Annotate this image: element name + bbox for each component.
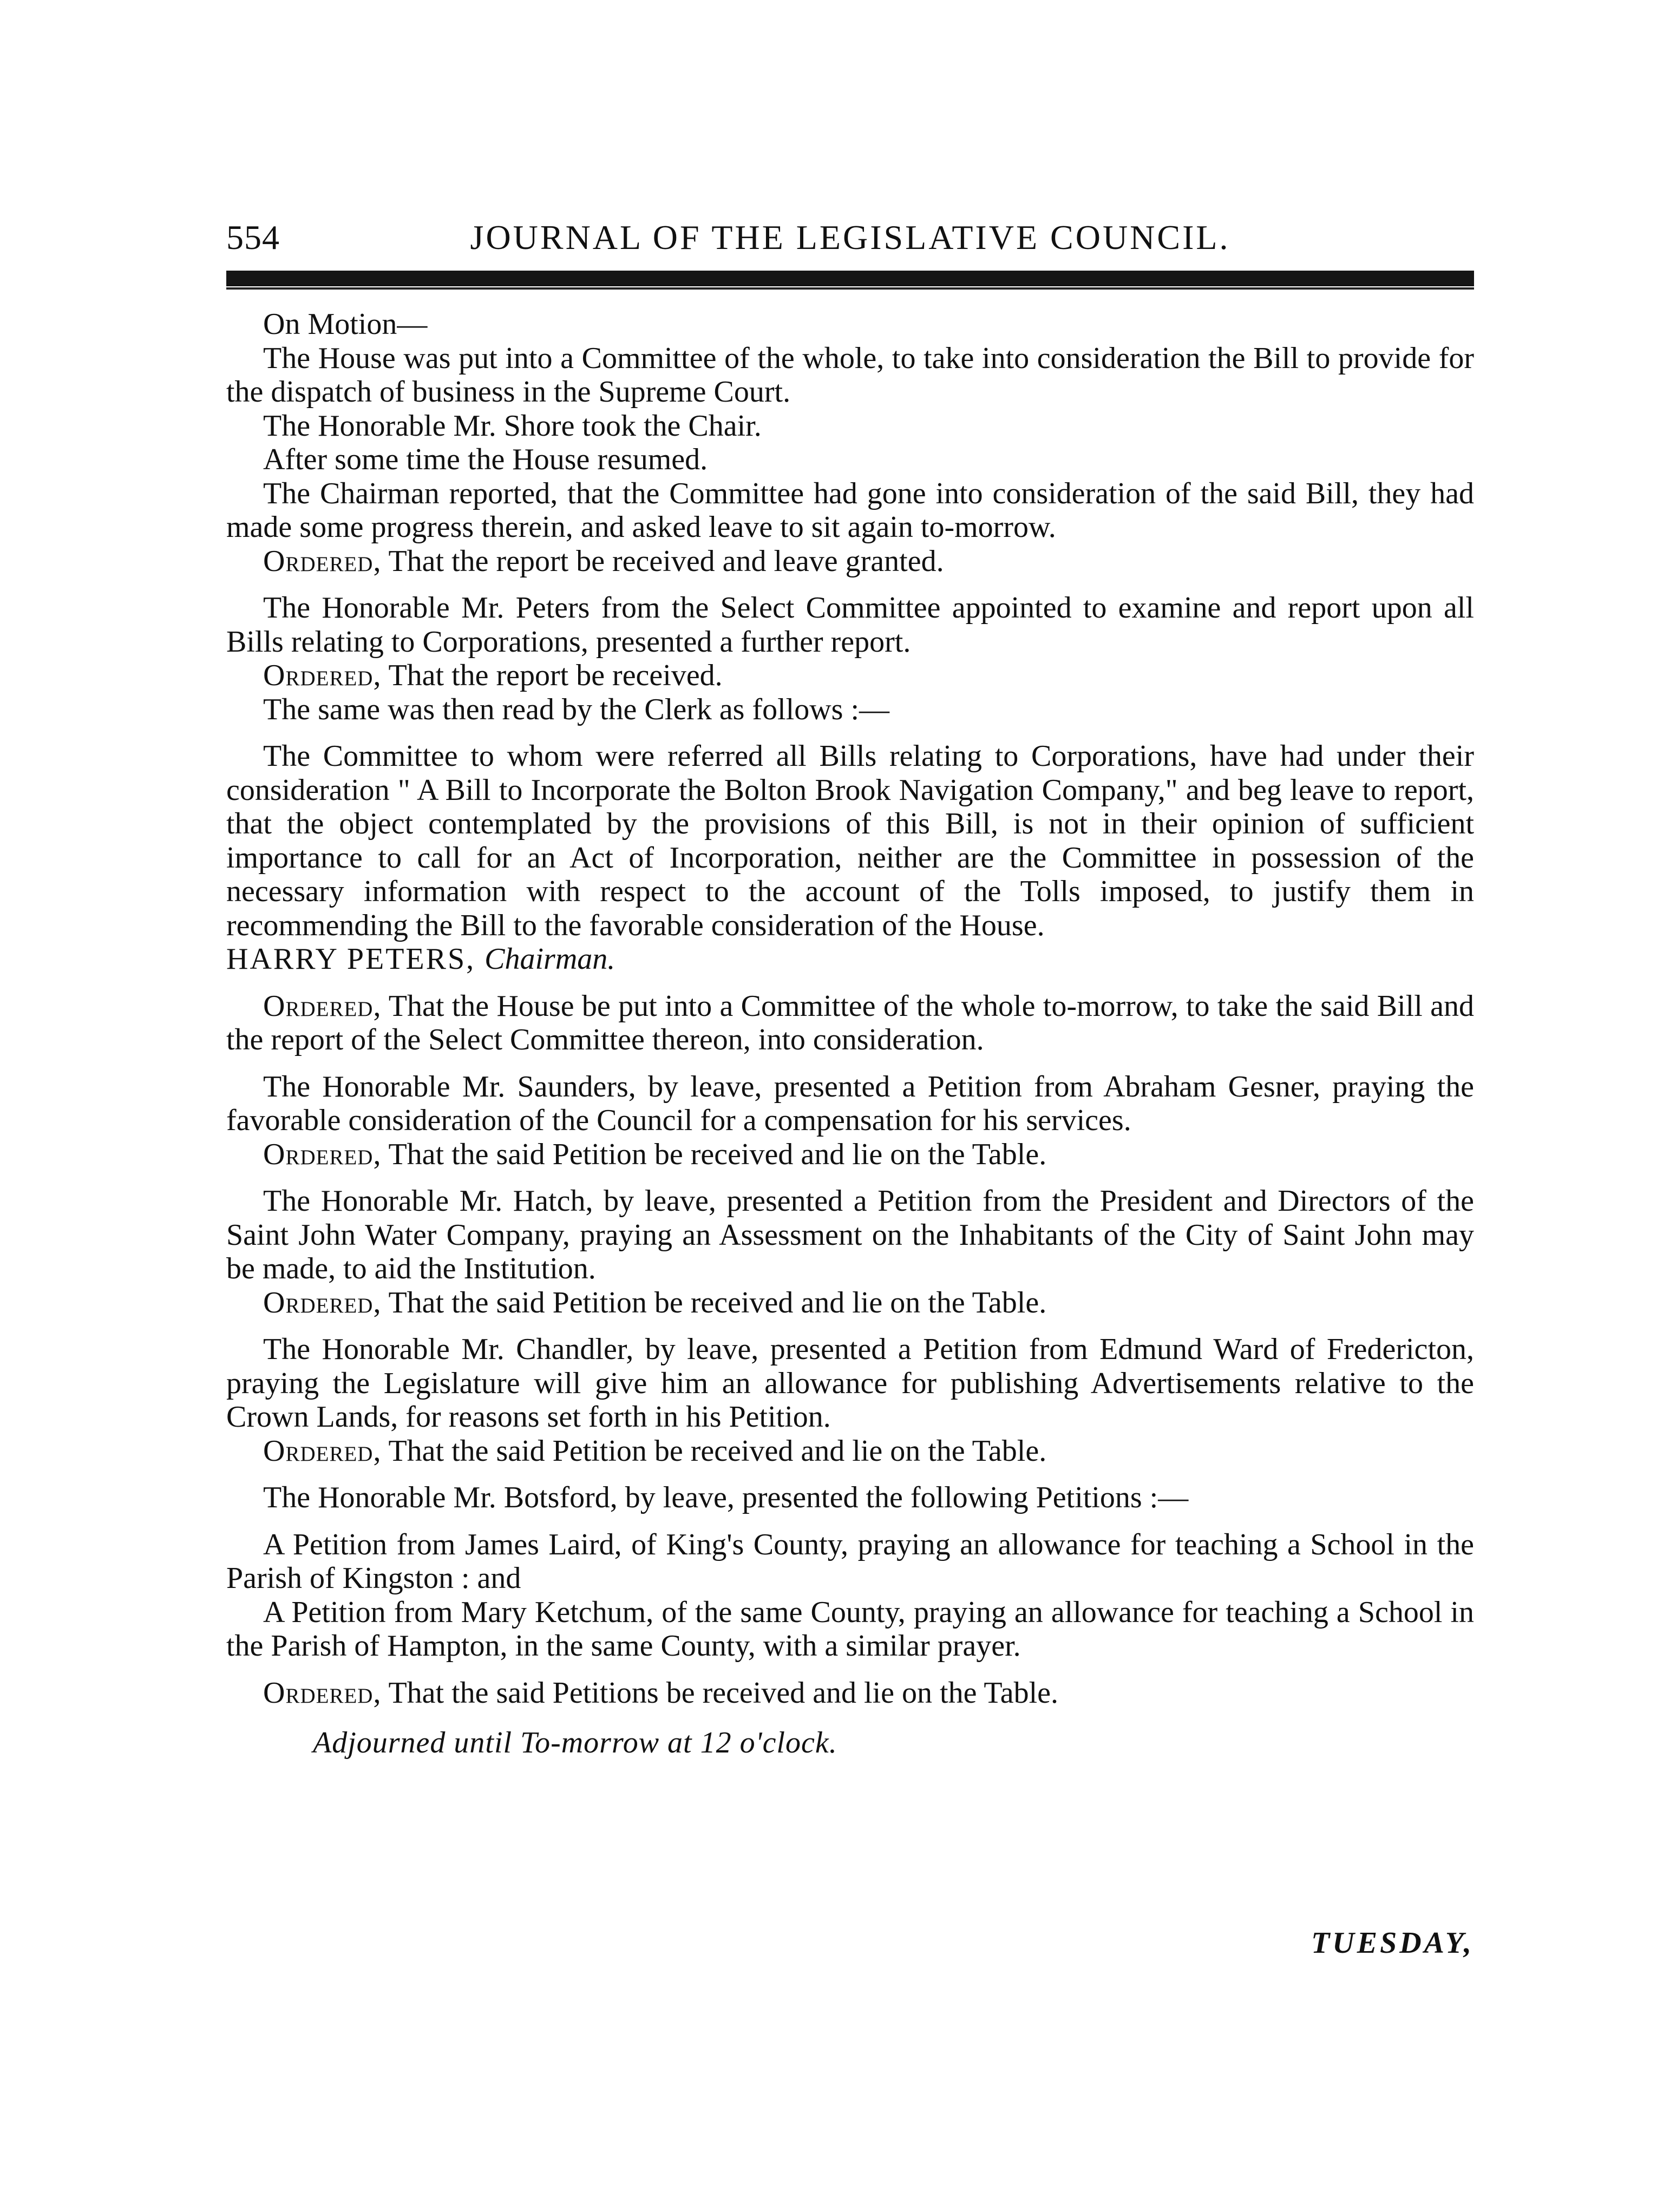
paragraph-saunders-petition: The Honorable Mr. Saunders, by leave, presented a Petition from Abraham Gesner, praying the favorable consideration of the Council for a compensation for his services.: [226, 1069, 1474, 1137]
catchword: TUESDAY,: [1311, 1926, 1474, 1960]
paragraph-ordered-1: [226, 544, 1474, 579]
signature-name: HARRY PETERS,: [226, 942, 476, 976]
page-header: [226, 218, 1474, 261]
paragraph-on-motion: On Motion—: [263, 307, 428, 341]
paragraph-botsford-petitions: The Honorable Mr. Botsford, by leave, presented the following Petitions :—: [263, 1481, 1189, 1514]
paragraph-ordered-5: [226, 1286, 1474, 1320]
signature: [226, 942, 1474, 976]
ordered-label: Ordered,: [263, 1137, 382, 1171]
signature-title: Chairman.: [484, 942, 615, 976]
paragraph-chandler-petition: The Honorable Mr. Chandler, by leave, presented a Petition from Edmund Ward of Fredericton, praying the Legislature will give him an allowance for publishing Advertisements relative to the Crown Lands, for reasons set forth in his Petition.: [226, 1333, 1474, 1434]
ordered-label: Ordered,: [263, 989, 382, 1023]
ordered-text: That the said Petition be received and lie on the Table.: [381, 1137, 1047, 1171]
running-head-title: JOURNAL OF THE LEGISLATIVE COUNCIL.: [470, 218, 1230, 257]
ordered-text: That the said Petition be received and lie on the Table.: [381, 1434, 1047, 1468]
ordered-text: That the report be received and leave granted.: [381, 544, 944, 578]
paragraph-ketchum-petition: A Petition from Mary Ketchum, of the same County, praying an allowance for teaching a School in the Parish of Hampton, in the same County, with a similar prayer.: [226, 1595, 1474, 1663]
paragraph-committee-whole: The House was put into a Committee of the whole, to take into consideration the Bill to provide for the dispatch of business in the Supreme Court.: [226, 341, 1474, 409]
journal-body: [226, 307, 1474, 1760]
page-number: 554: [226, 218, 280, 257]
ordered-label: Ordered,: [263, 1434, 382, 1468]
paragraph-ordered-6: [226, 1434, 1474, 1468]
paragraph-ordered-4: [226, 1138, 1474, 1172]
ordered-label: Ordered,: [263, 544, 382, 578]
ordered-text: That the said Petition be received and lie on the Table.: [381, 1285, 1047, 1320]
paragraph-read-by-clerk: The same was then read by the Clerk as follows :—: [263, 692, 890, 726]
ordered-text: That the report be received.: [381, 659, 723, 692]
paragraph-ordered-2: [226, 659, 1474, 693]
header-rule: [226, 271, 1474, 286]
paragraph-ordered-3: [226, 989, 1474, 1057]
paragraph-resumed: After some time the House resumed.: [263, 443, 708, 476]
paragraph-hatch-petition: The Honorable Mr. Hatch, by leave, presented a Petition from the President and Directors of the Saint John Water Company, praying an Assessment on the Inhabitants of the City of Saint John may be made, to aid the Institution.: [226, 1184, 1474, 1285]
adjournment-note: Adjourned until To-morrow at 12 o'clock.: [313, 1726, 837, 1760]
paragraph-chairman-report: The Chairman reported, that the Committee had gone into consideration of the said Bill, they had made some progress therein, and asked leave to sit again to-morrow.: [226, 476, 1474, 544]
ordered-label: Ordered,: [263, 1676, 382, 1710]
paragraph-committee-report-text: The Committee to whom were referred all Bills relating to Corporations, have had under their consideration " A Bill to Incorporate the Bolton Brook Navigation Company," and beg leave to report, that the object contemplated by the provisions of this Bill, is not in their opinion of sufficient importance to call for an Act of Incorporation, neither are the Committee in possession of the necessary information with respect to the account of the Tolls imposed, to justify them in recommending the Bill to the favorable consideration of the House.: [226, 739, 1474, 942]
ordered-text: That the House be put into a Committee of the whole to-morrow, to take the said Bill and the report of the Select Committee thereon, into consideration.: [226, 989, 1474, 1056]
paragraph-peters-report: The Honorable Mr. Peters from the Select Committee appointed to examine and report upon all Bills relating to Corporations, presented a further report.: [226, 591, 1474, 659]
ordered-label: Ordered,: [263, 1285, 382, 1320]
header-rule-thin: [226, 287, 1474, 290]
ordered-label: Ordered,: [263, 659, 382, 692]
paragraph-laird-petition: A Petition from James Laird, of King's County, praying an allowance for teaching a School in the Parish of Kingston : and: [226, 1527, 1474, 1595]
paragraph-chair: The Honorable Mr. Shore took the Chair.: [263, 409, 762, 443]
paragraph-ordered-7: [226, 1676, 1474, 1710]
ordered-text: That the said Petitions be received and lie on the Table.: [381, 1676, 1058, 1710]
